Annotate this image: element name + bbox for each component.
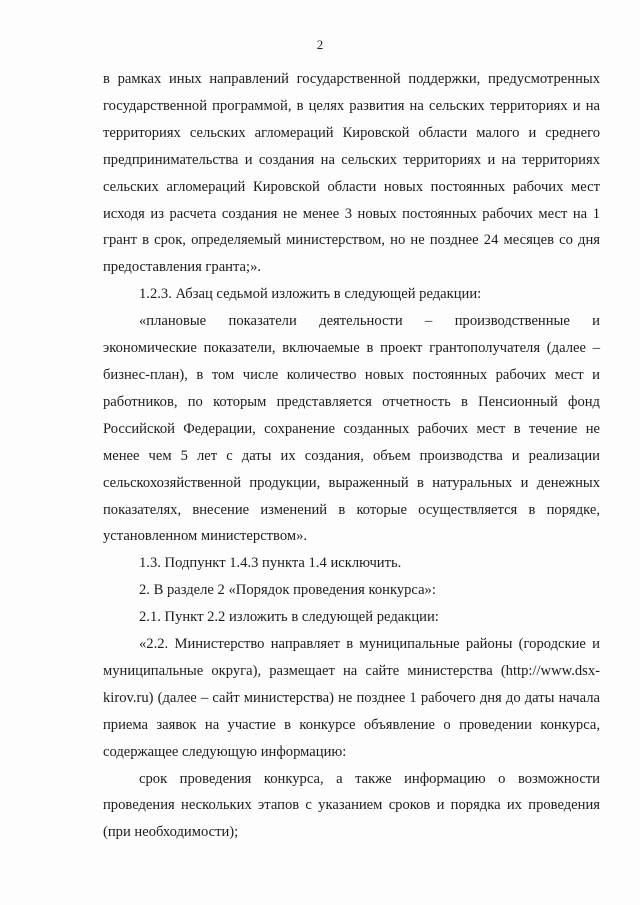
paragraph-1-3: 1.3. Подпункт 1.4.3 пункта 1.4 исключить. [139, 555, 402, 572]
paragraph-1-2-3: 1.2.3. Абзац седьмой изложить в следующей редакции: [139, 286, 482, 303]
paragraph-2: 2. В разделе 2 «Порядок проведения конкурса»: [139, 582, 436, 599]
paragraph-contest-period: срок проведения конкурса, а также информацию о возможности проведения нескольких этапов с указанием сроков и порядка их проведения (при необходимости); [103, 770, 600, 841]
paragraph-planned-indicators: «плановые показатели деятельности – производственные и экономические показатели, включаемые в проект грантополучателя (далее – бизнес-план), в том числе количество новых постоянных рабочих мест и работников, по которым представляется отчетность в Пенсионный фонд Российской Федерации, сохранение созданных рабочих мест в течение не менее чем 5 лет с даты их создания, объем производства и реализации сельскохозяйственной продукции, выраженный в натуральных и денежных показателях, внесение изменений в которые осуществляется в порядке, установленном министерством». [103, 313, 600, 545]
paragraph-grant-conditions: в рамках иных направлений государственной поддержки, предусмотренных государственной программой, в целях развития на сельских территориях и на территориях сельских агломераций Кировской области малого и среднего предпринимательства и создания на сельских территориях и на территориях сельских агломераций Кировской области новых постоянных рабочих мест исходя из расчета создания не менее 3 новых постоянных рабочих мест на 1 грант в срок, определяемый министерством, но не позднее 24 месяцев со дня предоставления гранта;». [103, 71, 600, 276]
document-body [103, 66, 600, 846]
page-number: 2 [316, 37, 324, 52]
paragraph-2-1: 2.1. Пункт 2.2 изложить в следующей редакции: [139, 609, 439, 626]
paragraph-2-2: «2.2. Министерство направляет в муниципальные районы (городские и муниципальные округа), размещает на сайте министерства (http://www.dsx-kirov.ru) (далее – сайт министерства) не позднее 1 рабочего дня до даты начала приема заявок на участие в конкурсе объявление о проведении конкурса, содержащее следующую информацию: [103, 636, 600, 760]
